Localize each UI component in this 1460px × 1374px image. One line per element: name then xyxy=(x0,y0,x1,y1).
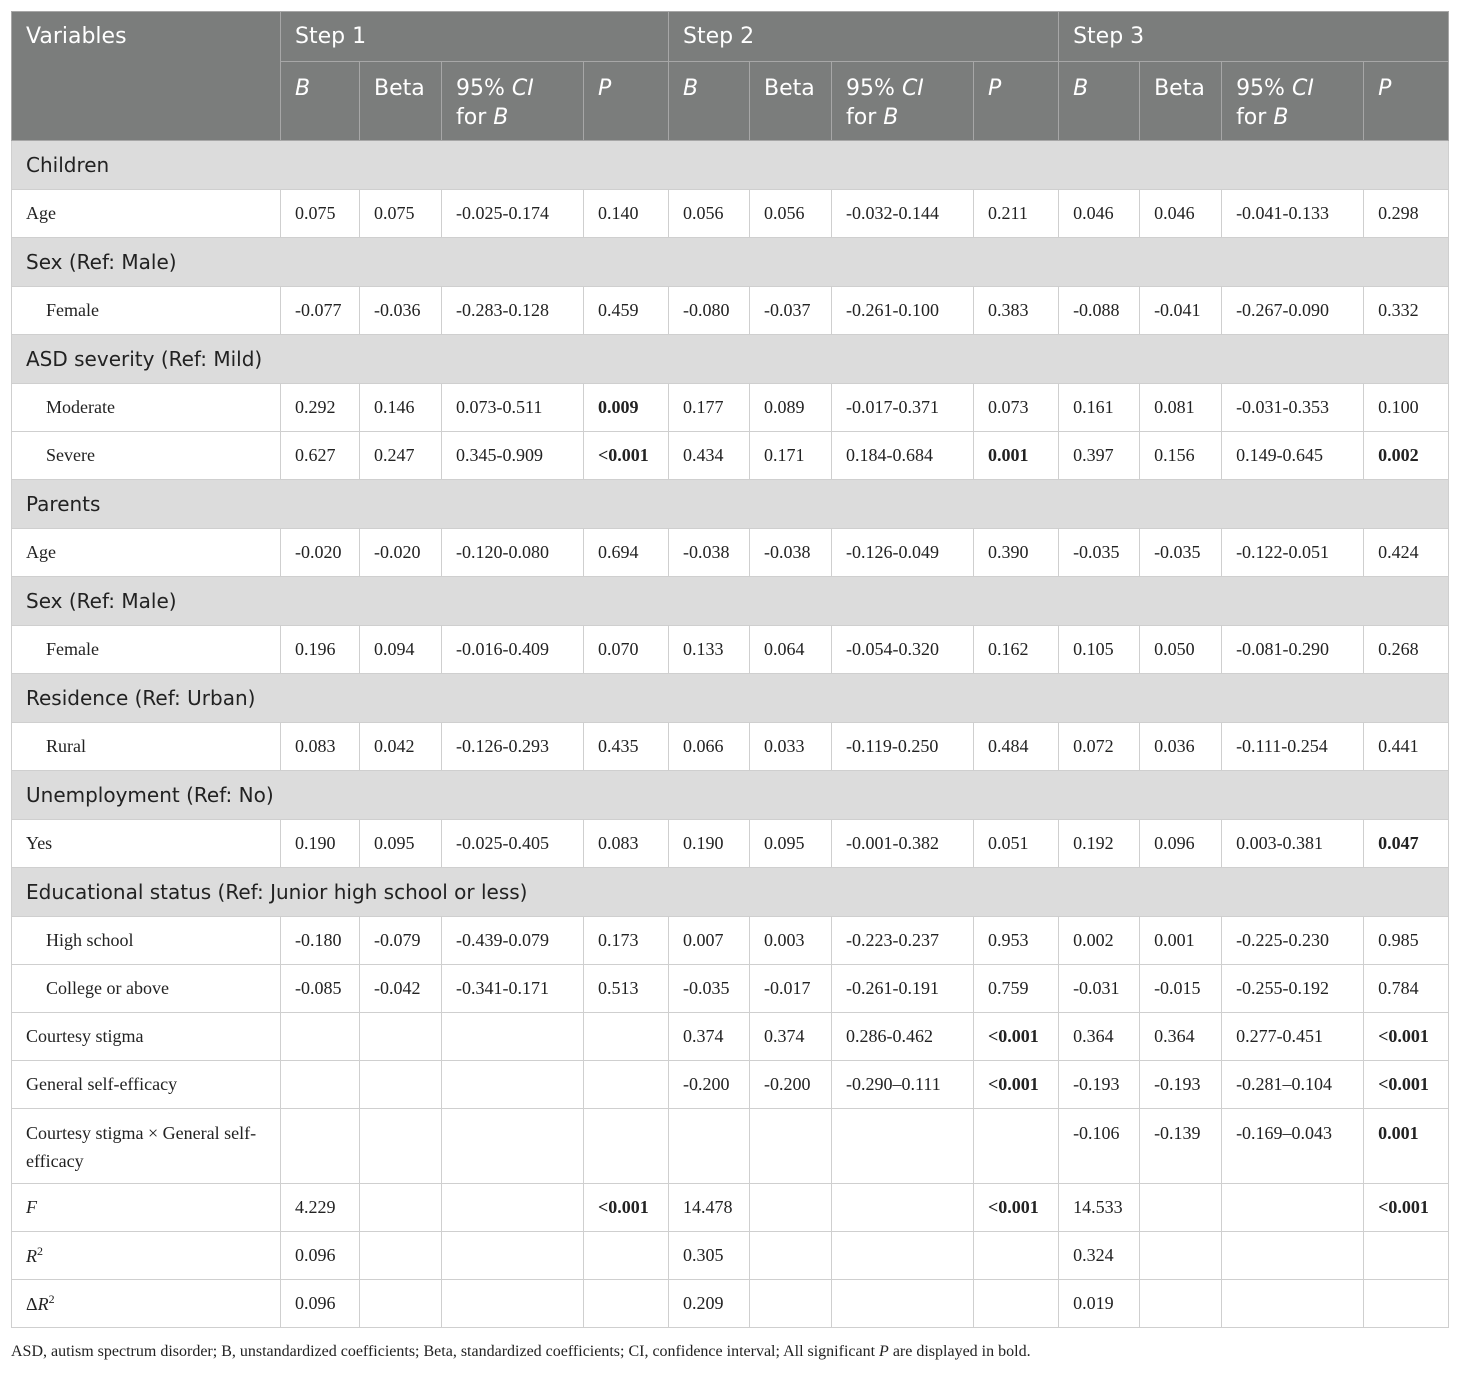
value-cell: 0.096 xyxy=(281,1280,360,1328)
section-row xyxy=(12,868,1449,917)
value-cell: 0.081 xyxy=(1140,384,1222,432)
value-cell: -0.111-0.254 xyxy=(1222,723,1364,771)
value-cell: -0.085 xyxy=(281,965,360,1013)
value-cell xyxy=(669,1109,750,1184)
value-cell: 0.277-0.451 xyxy=(1222,1013,1364,1061)
value-cell: -0.267-0.090 xyxy=(1222,287,1364,335)
table-row xyxy=(12,1013,1449,1061)
header-row-steps xyxy=(12,12,1449,62)
section-row xyxy=(12,141,1449,190)
value-cell: 0.397 xyxy=(1059,432,1140,480)
p-value-cell: 0.100 xyxy=(1364,384,1449,432)
value-cell: -0.193 xyxy=(1140,1061,1222,1109)
row-label: Age xyxy=(12,190,281,238)
delta-r-label: ΔR xyxy=(26,1294,49,1314)
p-value-cell xyxy=(974,1280,1059,1328)
value-cell: 0.042 xyxy=(360,723,442,771)
value-cell: 0.149-0.645 xyxy=(1222,432,1364,480)
value-cell: 0.364 xyxy=(1140,1013,1222,1061)
value-cell: -0.017-0.371 xyxy=(832,384,974,432)
value-cell: -0.038 xyxy=(750,529,832,577)
value-cell: 0.305 xyxy=(669,1232,750,1280)
p-value-cell xyxy=(974,1232,1059,1280)
row-label: General self-efficacy xyxy=(12,1061,281,1109)
value-cell: -0.261-0.191 xyxy=(832,965,974,1013)
value-cell: 0.374 xyxy=(669,1013,750,1061)
row-label: Courtesy stigma xyxy=(12,1013,281,1061)
value-cell: 0.177 xyxy=(669,384,750,432)
value-cell: -0.025-0.405 xyxy=(442,820,584,868)
value-cell xyxy=(750,1232,832,1280)
row-label: Female xyxy=(12,626,281,674)
value-cell: 0.345-0.909 xyxy=(442,432,584,480)
value-cell: -0.035 xyxy=(1140,529,1222,577)
value-cell: 0.003 xyxy=(750,917,832,965)
value-cell: -0.080 xyxy=(669,287,750,335)
p-value-cell xyxy=(584,1280,669,1328)
header-column: 95% CI for B xyxy=(832,62,974,141)
table-row xyxy=(12,432,1449,480)
row-label: $R^2$ xyxy=(12,1232,281,1280)
value-cell: -0.119-0.250 xyxy=(832,723,974,771)
value-cell: 0.056 xyxy=(750,190,832,238)
table-row xyxy=(12,820,1449,868)
p-value-cell: 0.001 xyxy=(974,432,1059,480)
row-label: $\Delta R^2$ xyxy=(12,1280,281,1328)
section-label: Residence (Ref: Urban) xyxy=(12,674,1449,723)
value-cell: 0.292 xyxy=(281,384,360,432)
row-label: Rural xyxy=(12,723,281,771)
value-cell: 0.146 xyxy=(360,384,442,432)
p-value-cell: 0.424 xyxy=(1364,529,1449,577)
value-cell: 0.089 xyxy=(750,384,832,432)
value-cell: -0.193 xyxy=(1059,1061,1140,1109)
value-cell: 0.056 xyxy=(669,190,750,238)
row-label: Moderate xyxy=(12,384,281,432)
value-cell: 0.156 xyxy=(1140,432,1222,480)
p-value-cell: <0.001 xyxy=(1364,1061,1449,1109)
row-label: Age xyxy=(12,529,281,577)
value-cell xyxy=(1222,1280,1364,1328)
header-variables: Variables xyxy=(12,12,281,141)
value-cell: 0.161 xyxy=(1059,384,1140,432)
header-column: B xyxy=(281,62,360,141)
p-value-cell xyxy=(584,1061,669,1109)
p-value-cell: 0.162 xyxy=(974,626,1059,674)
value-cell xyxy=(442,1232,584,1280)
table-row xyxy=(12,1061,1449,1109)
row-label: Severe xyxy=(12,432,281,480)
value-cell: -0.017 xyxy=(750,965,832,1013)
p-value-cell: 0.002 xyxy=(1364,432,1449,480)
section-row xyxy=(12,577,1449,626)
section-row xyxy=(12,674,1449,723)
value-cell xyxy=(360,1061,442,1109)
value-cell: 0.209 xyxy=(669,1280,750,1328)
value-cell: -0.079 xyxy=(360,917,442,965)
value-cell: 0.072 xyxy=(1059,723,1140,771)
value-cell: 0.627 xyxy=(281,432,360,480)
value-cell: 0.105 xyxy=(1059,626,1140,674)
value-cell: 0.033 xyxy=(750,723,832,771)
section-label: Unemployment (Ref: No) xyxy=(12,771,1449,820)
p-value-cell: 0.784 xyxy=(1364,965,1449,1013)
value-cell: -0.001-0.382 xyxy=(832,820,974,868)
header-column: 95% CI for B xyxy=(442,62,584,141)
value-cell: -0.200 xyxy=(750,1061,832,1109)
row-label: F xyxy=(12,1184,281,1232)
regression-table xyxy=(11,11,1449,1328)
value-cell xyxy=(360,1013,442,1061)
value-cell: -0.126-0.293 xyxy=(442,723,584,771)
p-value-cell xyxy=(974,1109,1059,1184)
p-value-cell: 0.459 xyxy=(584,287,669,335)
header-column: P xyxy=(1364,62,1449,141)
section-label: Sex (Ref: Male) xyxy=(12,238,1449,287)
row-label: Yes xyxy=(12,820,281,868)
value-cell xyxy=(442,1061,584,1109)
header-column: Beta xyxy=(750,62,832,141)
p-value-cell: <0.001 xyxy=(584,1184,669,1232)
value-cell xyxy=(442,1280,584,1328)
value-cell: -0.126-0.049 xyxy=(832,529,974,577)
value-cell xyxy=(1222,1184,1364,1232)
value-cell xyxy=(360,1280,442,1328)
header-step: Step 2 xyxy=(669,12,1059,62)
row-label: Courtesy stigma × General self-efficacy xyxy=(12,1109,281,1184)
value-cell: -0.020 xyxy=(281,529,360,577)
value-cell: 0.133 xyxy=(669,626,750,674)
value-cell: 0.247 xyxy=(360,432,442,480)
value-cell: 0.324 xyxy=(1059,1232,1140,1280)
p-value-cell: 0.173 xyxy=(584,917,669,965)
table-row xyxy=(12,1232,1449,1280)
value-cell: 0.184-0.684 xyxy=(832,432,974,480)
value-cell: 0.064 xyxy=(750,626,832,674)
p-value-cell: 0.140 xyxy=(584,190,669,238)
value-cell: 0.096 xyxy=(281,1232,360,1280)
value-cell: -0.081-0.290 xyxy=(1222,626,1364,674)
value-cell: -0.283-0.128 xyxy=(442,287,584,335)
row-label: High school xyxy=(12,917,281,965)
value-cell: -0.255-0.192 xyxy=(1222,965,1364,1013)
p-value-cell: 0.332 xyxy=(1364,287,1449,335)
value-cell: -0.077 xyxy=(281,287,360,335)
value-cell: 0.095 xyxy=(360,820,442,868)
value-cell xyxy=(1140,1184,1222,1232)
section-label: Children xyxy=(12,141,1449,190)
p-value-cell: 0.268 xyxy=(1364,626,1449,674)
value-cell: 0.046 xyxy=(1140,190,1222,238)
value-cell: 0.374 xyxy=(750,1013,832,1061)
value-cell: -0.261-0.100 xyxy=(832,287,974,335)
table-row xyxy=(12,626,1449,674)
value-cell xyxy=(1222,1232,1364,1280)
value-cell: -0.016-0.409 xyxy=(442,626,584,674)
value-cell: 0.190 xyxy=(281,820,360,868)
section-row xyxy=(12,238,1449,287)
value-cell xyxy=(832,1109,974,1184)
p-value-cell: 0.759 xyxy=(974,965,1059,1013)
value-cell: 0.007 xyxy=(669,917,750,965)
value-cell: -0.036 xyxy=(360,287,442,335)
value-cell xyxy=(1140,1232,1222,1280)
p-value-cell: 0.298 xyxy=(1364,190,1449,238)
value-cell xyxy=(750,1109,832,1184)
table-row xyxy=(12,287,1449,335)
value-cell: -0.042 xyxy=(360,965,442,1013)
value-cell: -0.341-0.171 xyxy=(442,965,584,1013)
value-cell: 0.192 xyxy=(1059,820,1140,868)
value-cell: -0.200 xyxy=(669,1061,750,1109)
p-value-cell: 0.383 xyxy=(974,287,1059,335)
value-cell xyxy=(750,1184,832,1232)
value-cell xyxy=(360,1232,442,1280)
table-row xyxy=(12,917,1449,965)
table-row xyxy=(12,1184,1449,1232)
p-value-cell: 0.009 xyxy=(584,384,669,432)
value-cell: -0.041 xyxy=(1140,287,1222,335)
p-value-cell: 0.484 xyxy=(974,723,1059,771)
value-cell: 0.003-0.381 xyxy=(1222,820,1364,868)
table-footnote: ASD, autism spectrum disorder; B, unstandardized coefficients; Beta, standardized coefficients; CI, confidence interval; All significant P are displayed in bold. xyxy=(11,1343,1031,1360)
value-cell xyxy=(281,1061,360,1109)
value-cell: -0.223-0.237 xyxy=(832,917,974,965)
value-cell: -0.020 xyxy=(360,529,442,577)
header-column: B xyxy=(1059,62,1140,141)
header-column: Beta xyxy=(360,62,442,141)
table-row xyxy=(12,965,1449,1013)
value-cell: 0.050 xyxy=(1140,626,1222,674)
section-label: Sex (Ref: Male) xyxy=(12,577,1449,626)
header-column: B xyxy=(669,62,750,141)
value-cell xyxy=(750,1280,832,1328)
header-column: P xyxy=(974,62,1059,141)
value-cell xyxy=(360,1184,442,1232)
value-cell: 0.083 xyxy=(281,723,360,771)
value-cell: 0.001 xyxy=(1140,917,1222,965)
p-value-cell xyxy=(584,1013,669,1061)
p-value-cell: <0.001 xyxy=(1364,1184,1449,1232)
p-value-cell xyxy=(584,1232,669,1280)
header-step: Step 3 xyxy=(1059,12,1449,62)
value-cell: 0.286-0.462 xyxy=(832,1013,974,1061)
value-cell: 0.171 xyxy=(750,432,832,480)
value-cell: -0.281–0.104 xyxy=(1222,1061,1364,1109)
value-cell xyxy=(1140,1280,1222,1328)
value-cell xyxy=(442,1109,584,1184)
section-label: ASD severity (Ref: Mild) xyxy=(12,335,1449,384)
value-cell: -0.180 xyxy=(281,917,360,965)
p-value-cell xyxy=(1364,1232,1449,1280)
value-cell: -0.041-0.133 xyxy=(1222,190,1364,238)
header-column: 95% CI for B xyxy=(1222,62,1364,141)
value-cell: 0.073-0.511 xyxy=(442,384,584,432)
section-label: Educational status (Ref: Junior high school or less) xyxy=(12,868,1449,917)
p-value-cell: 0.083 xyxy=(584,820,669,868)
value-cell: -0.139 xyxy=(1140,1109,1222,1184)
value-cell: -0.088 xyxy=(1059,287,1140,335)
value-cell: 0.002 xyxy=(1059,917,1140,965)
p-value-cell: <0.001 xyxy=(974,1013,1059,1061)
value-cell: 0.190 xyxy=(669,820,750,868)
value-cell: 0.066 xyxy=(669,723,750,771)
p-value-cell: 0.513 xyxy=(584,965,669,1013)
value-cell: 0.096 xyxy=(1140,820,1222,868)
p-value-cell: <0.001 xyxy=(974,1061,1059,1109)
p-value-cell: 0.435 xyxy=(584,723,669,771)
value-cell: -0.035 xyxy=(1059,529,1140,577)
value-cell: 4.229 xyxy=(281,1184,360,1232)
row-label: Female xyxy=(12,287,281,335)
p-value-cell: 0.211 xyxy=(974,190,1059,238)
value-cell: -0.037 xyxy=(750,287,832,335)
value-cell xyxy=(442,1013,584,1061)
section-row xyxy=(12,771,1449,820)
value-cell: 0.019 xyxy=(1059,1280,1140,1328)
p-value-cell: 0.441 xyxy=(1364,723,1449,771)
value-cell xyxy=(832,1184,974,1232)
value-cell xyxy=(832,1232,974,1280)
p-value-cell: 0.985 xyxy=(1364,917,1449,965)
p-value-cell: 0.390 xyxy=(974,529,1059,577)
p-value-cell: <0.001 xyxy=(1364,1013,1449,1061)
value-cell: 14.478 xyxy=(669,1184,750,1232)
header-column: P xyxy=(584,62,669,141)
p-value-cell xyxy=(584,1109,669,1184)
value-cell: 0.046 xyxy=(1059,190,1140,238)
p-value-cell: 0.694 xyxy=(584,529,669,577)
value-cell xyxy=(281,1109,360,1184)
value-cell: -0.031-0.353 xyxy=(1222,384,1364,432)
section-row xyxy=(12,480,1449,529)
value-cell xyxy=(360,1109,442,1184)
header-step: Step 1 xyxy=(281,12,669,62)
value-cell: -0.025-0.174 xyxy=(442,190,584,238)
value-cell: 0.036 xyxy=(1140,723,1222,771)
value-cell xyxy=(832,1280,974,1328)
p-value-cell: 0.047 xyxy=(1364,820,1449,868)
value-cell xyxy=(281,1013,360,1061)
p-value-cell: <0.001 xyxy=(584,432,669,480)
value-cell: 14.533 xyxy=(1059,1184,1140,1232)
table-row xyxy=(12,1280,1449,1328)
value-cell: 0.075 xyxy=(281,190,360,238)
table-row xyxy=(12,529,1449,577)
table-row xyxy=(12,190,1449,238)
table-row xyxy=(12,1109,1449,1184)
value-cell: -0.120-0.080 xyxy=(442,529,584,577)
p-value-cell: 0.001 xyxy=(1364,1109,1449,1184)
section-label: Parents xyxy=(12,480,1449,529)
value-cell: -0.038 xyxy=(669,529,750,577)
p-value-cell: <0.001 xyxy=(974,1184,1059,1232)
value-cell: 0.434 xyxy=(669,432,750,480)
p-value-cell xyxy=(1364,1280,1449,1328)
section-row xyxy=(12,335,1449,384)
value-cell: -0.054-0.320 xyxy=(832,626,974,674)
p-value-cell: 0.953 xyxy=(974,917,1059,965)
p-value-cell: 0.073 xyxy=(974,384,1059,432)
value-cell: -0.439-0.079 xyxy=(442,917,584,965)
value-cell xyxy=(442,1184,584,1232)
header-column: Beta xyxy=(1140,62,1222,141)
value-cell: 0.075 xyxy=(360,190,442,238)
value-cell: -0.122-0.051 xyxy=(1222,529,1364,577)
value-cell: 0.094 xyxy=(360,626,442,674)
value-cell: -0.031 xyxy=(1059,965,1140,1013)
value-cell: -0.169–0.043 xyxy=(1222,1109,1364,1184)
p-value-cell: 0.070 xyxy=(584,626,669,674)
value-cell: 0.364 xyxy=(1059,1013,1140,1061)
value-cell: -0.032-0.144 xyxy=(832,190,974,238)
p-value-cell: 0.051 xyxy=(974,820,1059,868)
value-cell: 0.196 xyxy=(281,626,360,674)
value-cell: -0.290–0.111 xyxy=(832,1061,974,1109)
value-cell: -0.106 xyxy=(1059,1109,1140,1184)
table-row xyxy=(12,384,1449,432)
value-cell: -0.225-0.230 xyxy=(1222,917,1364,965)
row-label: College or above xyxy=(12,965,281,1013)
table-row xyxy=(12,723,1449,771)
value-cell: 0.095 xyxy=(750,820,832,868)
value-cell: -0.035 xyxy=(669,965,750,1013)
value-cell: -0.015 xyxy=(1140,965,1222,1013)
